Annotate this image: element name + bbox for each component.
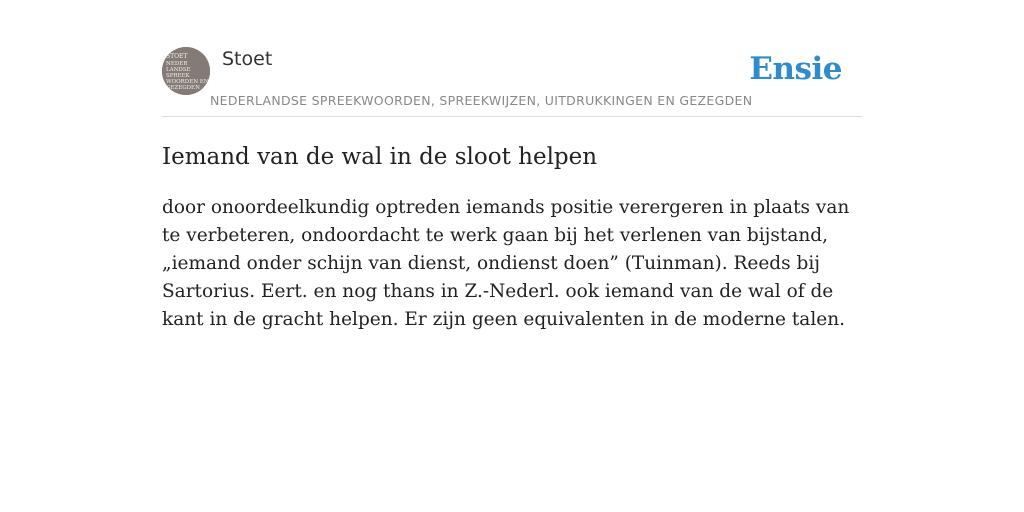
book-cover-icon: [162, 47, 210, 95]
entry-definition: door onoordeelkundig optreden iemands positie verergeren in plaats van te verbeteren, ondoordacht te werk gaan bij het verlenen van bijstand, „iemand onder schijn van dienst, ondienst doen” (Tuinman). Reeds bij Sartorius. Eert. en nog thans in Z.-Nederl. ook iemand van de wal of de kant in de gracht helpen. Er zijn geen equivalenten in de moderne talen.: [162, 197, 850, 330]
brand-logo[interactable]: Ensie: [749, 51, 842, 87]
avatar-line: GEZEGDEN: [166, 85, 200, 91]
source-header: [162, 0, 862, 117]
avatar-line: LANDSE: [166, 67, 191, 73]
source-subtitle: NEDERLANDSE SPREEKWOORDEN, SPREEKWIJZEN, UITDRUKKINGEN EN GEZEGDEN: [210, 93, 753, 108]
entry-title: Iemand van de wal in de sloot helpen: [162, 144, 598, 170]
source-avatar[interactable]: [162, 47, 210, 95]
avatar-line: NEDER: [166, 61, 188, 67]
source-name[interactable]: Stoet: [222, 48, 273, 70]
avatar-label: STOET: [166, 53, 188, 60]
avatar-line: WOORDEN EN: [166, 79, 209, 85]
page: [162, 0, 862, 334]
avatar-line: SPREEK: [166, 73, 190, 79]
